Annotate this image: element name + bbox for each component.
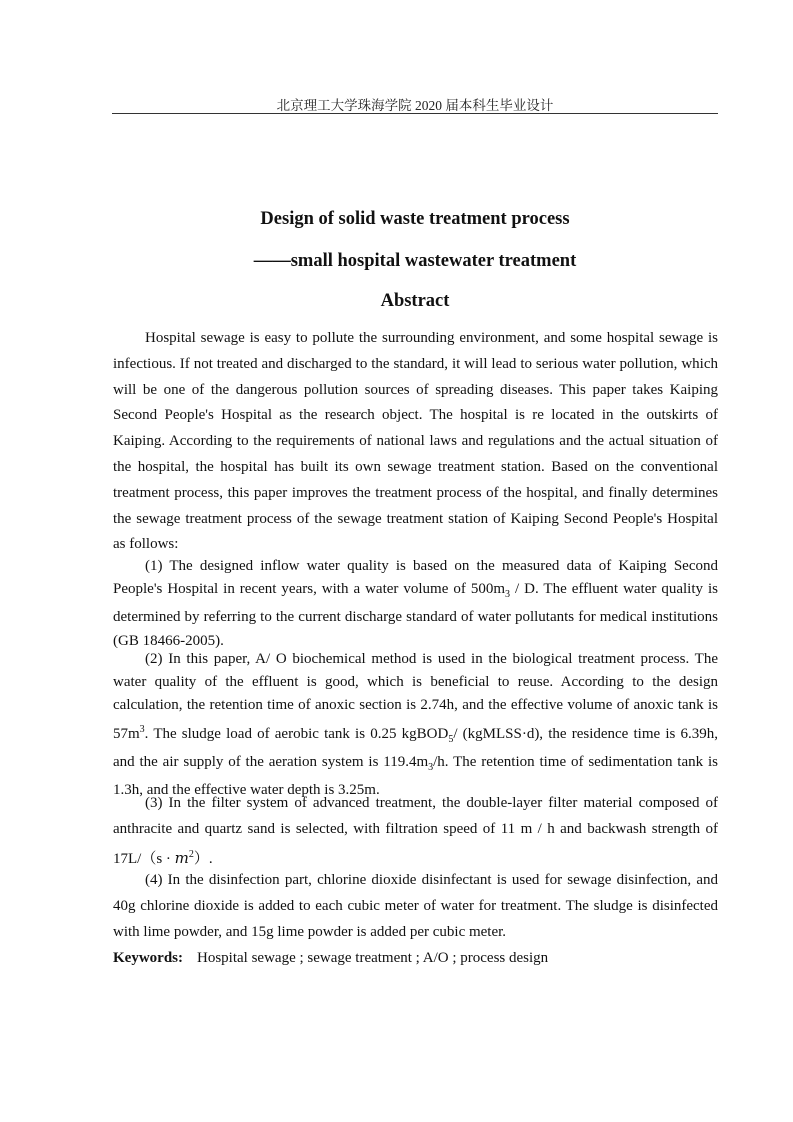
abstract-heading: Abstract (380, 291, 450, 311)
abstract-paragraph-4 (113, 790, 718, 872)
para4-text-a: (3) In the filter system of advanced treatment, the double-layer filter material composed of anthracite and quartz sand is selected, with filtration speed of 11 m / h and backwash strength of 17L/（s · (113, 795, 718, 867)
para3-sub-1: 5 (448, 733, 454, 745)
para3-text-c: / (kgMLSS·d), the residence time is 6.39h, and the air supply of the aeration system is 119.4m (113, 725, 718, 770)
para2-text-b: / D. The effluent water quality is determined by referring to the current discharge standard of water pollutants for medical institutions (GB 18466-2005). (113, 581, 719, 649)
keywords-text: Hospital sewage ; sewage treatment ; A/O ; process design (197, 950, 549, 966)
abstract-paragraph-5: (4) In the disinfection part, chlorine dioxide disinfectant is used for sewage disinfection, and 40g chlorine dioxide is added to each cubic meter of water for treatment. The sludge is disinfected with lime powder, and 15g lime powder is added per cubic meter. (113, 872, 718, 940)
para4-math-m: m (174, 849, 189, 867)
para3-text-d: /h. The retention time of sedimentation tank is 1.3h, and the effective water depth is 3.25m. (113, 753, 718, 799)
title-line-1: Design of solid waste treatment process (260, 209, 570, 229)
para3-text-a: (2) In this paper, A/ O biochemical method is used in the biological treatment process. The water quality of the effluent is good, which is beneficial to reuse. According to the design calculation, the retention time of anoxic section is 2.74h, and the effective volume of anoxic tank is 57m (113, 651, 718, 742)
para4-text-b: ）. (193, 851, 213, 867)
para3-sub-2: 3 (428, 761, 434, 773)
para4-sup: 2 (188, 849, 194, 860)
abstract-paragraph-1: Hospital sewage is easy to pollute the surrounding environment, and some hospital sewage is infectious. If not treated and discharged to the standard, it will lead to serious water pollution, which will be one of the dangerous pollution sources of spreading diseases. This paper takes Kaiping Second People's Hospital as the research object. The hospital is re located in the outskirts of Kaiping. According to the requirements of national laws and regulations and the actual situation of the hospital, the hospital has built its own sewage treatment station. Based on the conventional treatment process, this paper improves the treatment process of the hospital, and finally determines the sewage treatment process of the sewage treatment station of Kaiping Second People's Hospital as follows: (113, 330, 718, 553)
page-header: 北京理工大学珠海学院 2020 届本科生毕业设计 (276, 98, 554, 113)
abstract-paragraph-2 (113, 555, 718, 653)
keywords-line (113, 946, 718, 970)
para3-text-b: . The sludge load of aerobic tank is 0.25 kgBOD (144, 725, 449, 742)
para2-sub: 3 (505, 589, 510, 601)
abstract-paragraph-3 (113, 648, 718, 802)
para2-text-a: (1) The designed inflow water quality is based on the measured data of Kaiping Second People's Hospital in recent years, with a water volume of 500m (113, 558, 718, 598)
keywords-label: Keywords: (113, 950, 183, 966)
para3-sup: 3 (139, 723, 145, 735)
header-rule (112, 113, 718, 114)
title-line-2: ——small hospital wastewater treatment (253, 251, 577, 271)
